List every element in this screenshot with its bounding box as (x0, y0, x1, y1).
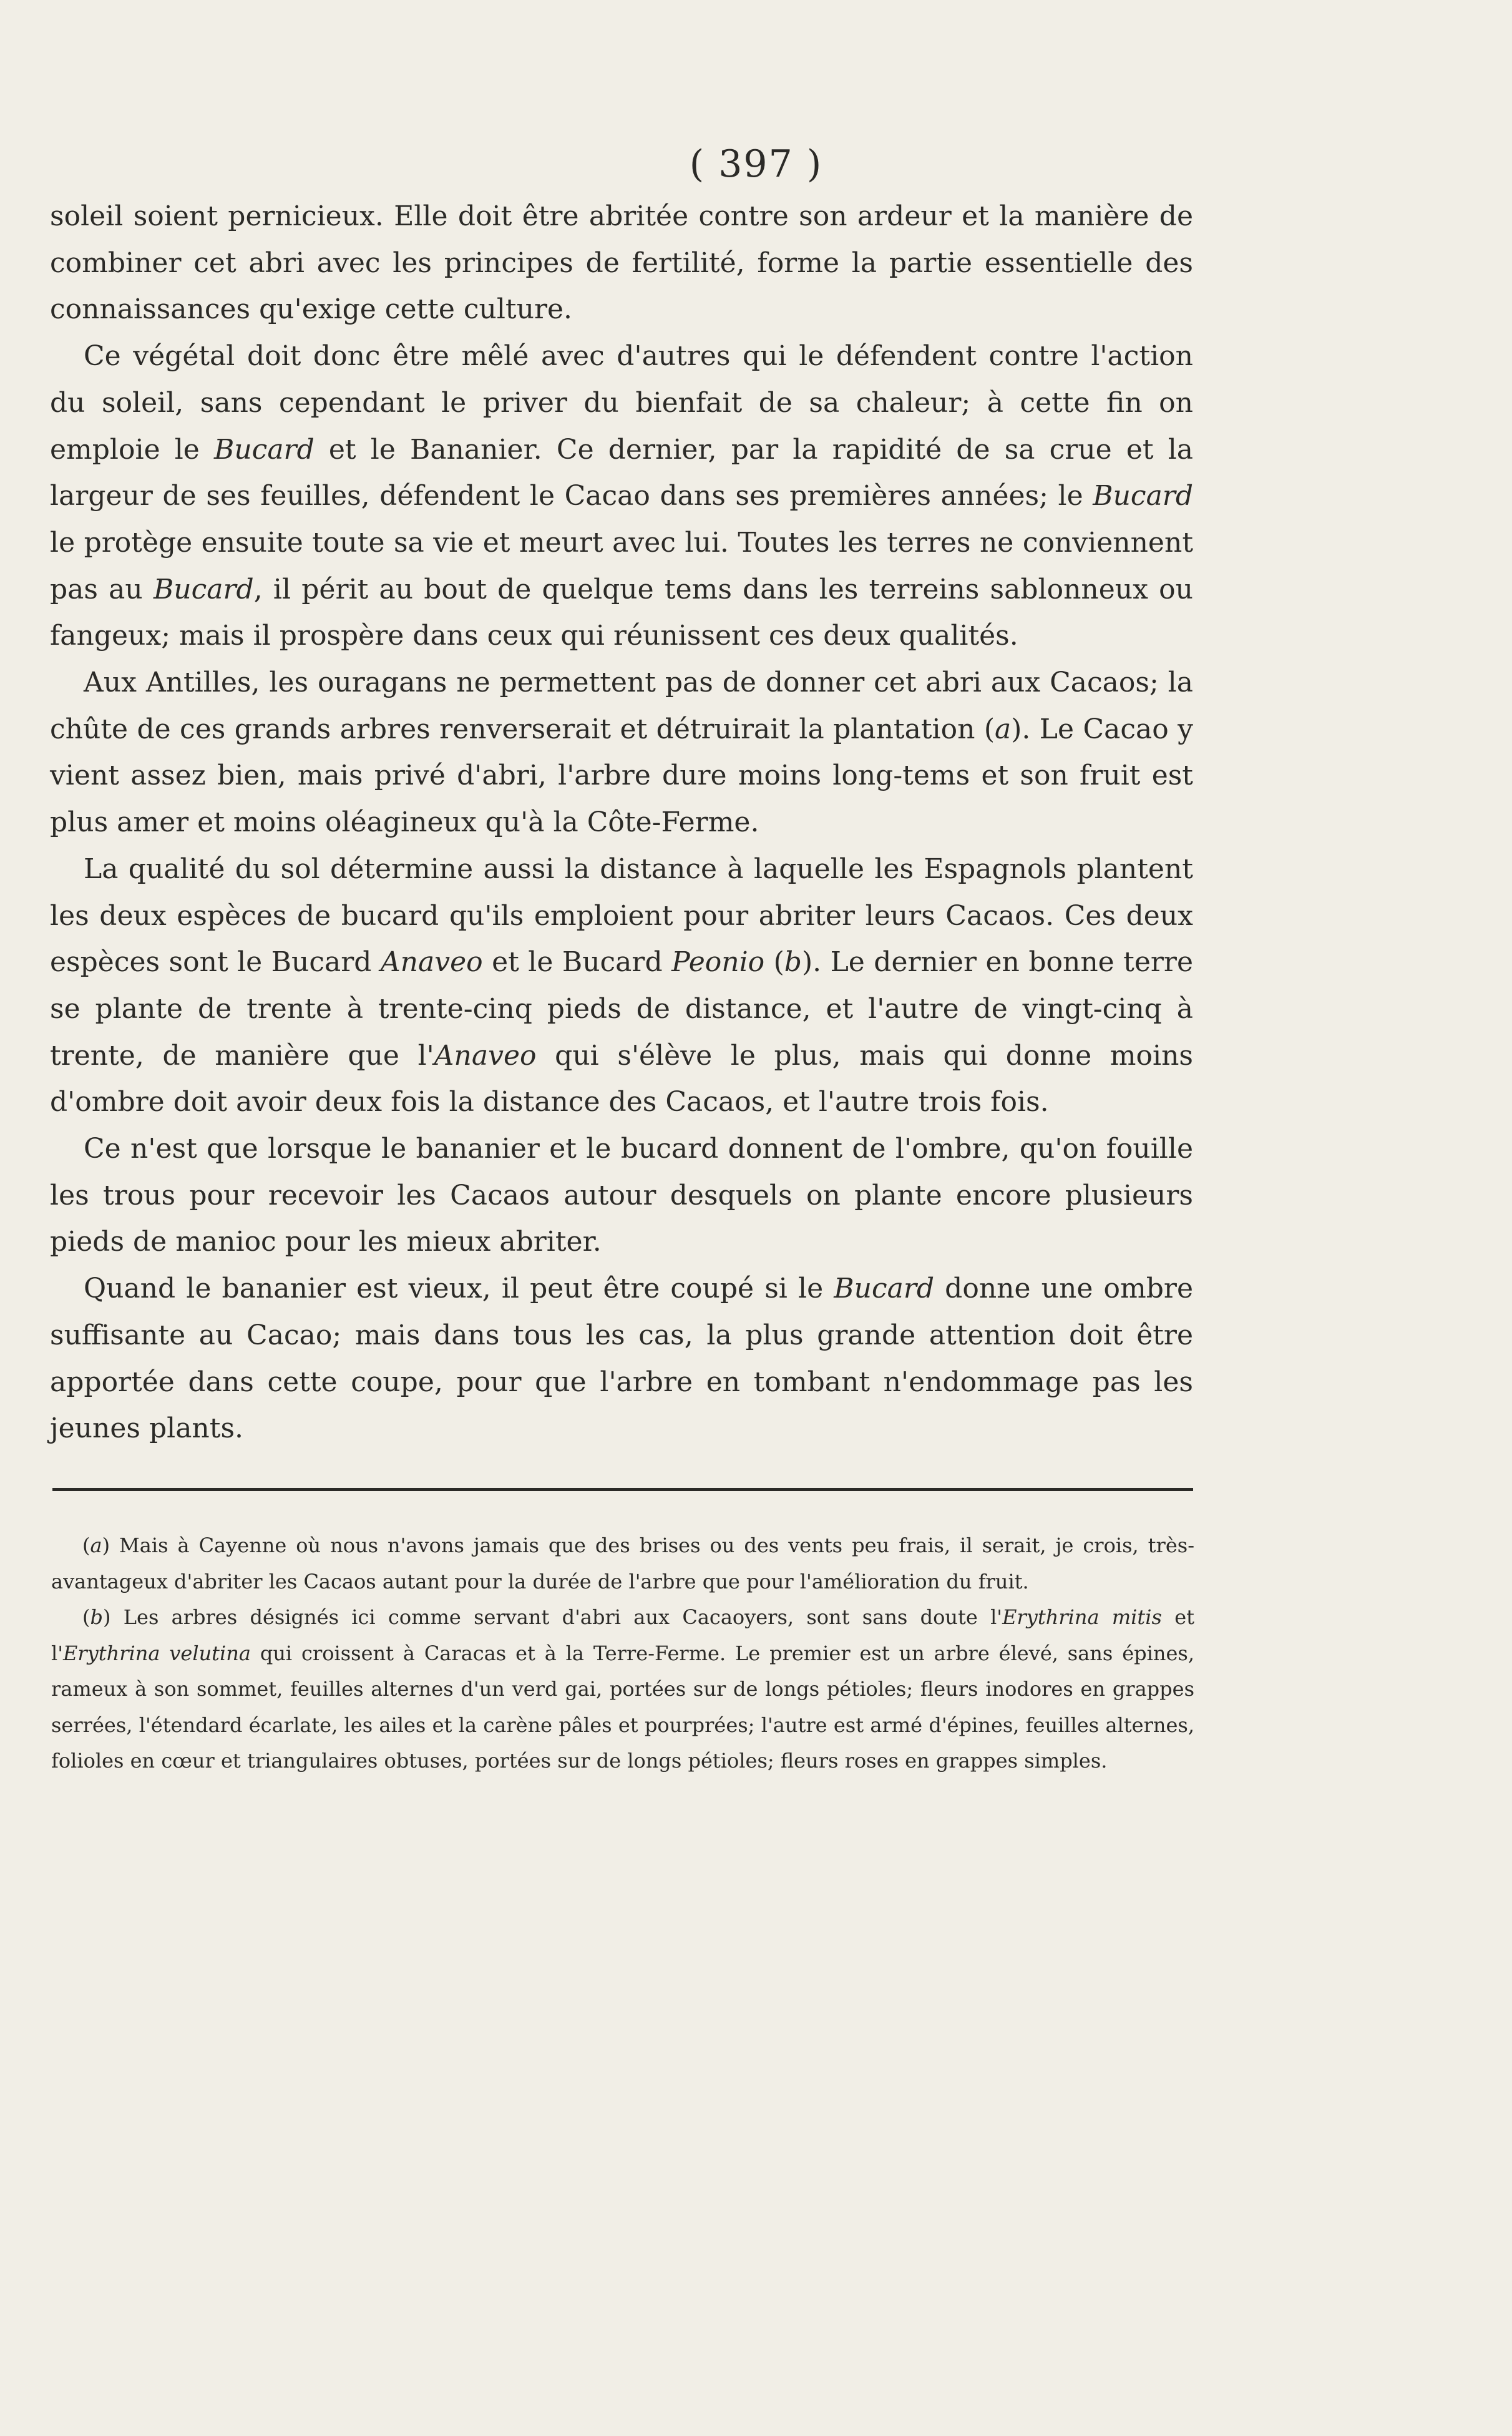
paragraph-3: Aux Antilles, les ouragans ne permettent pas de donner cet abri aux Cacaos; la chûte de ces grands arbres renverserait et détruirait la plantation (a). Le Cacao y vient assez bien, mais privé d'abri, l'arbre dure moins long-tems et son fruit est plus amer et moins oléagineux qu'à la Côte-Ferme. (50, 667, 1193, 839)
page-number: ( 397 ) (689, 142, 823, 186)
paragraph-6: Quand le bananier est vieux, il peut être coupé si le Bucard donne une ombre suffisante au Cacao; mais dans tous les cas, la plus grande attention doit être apportée dans cette coupe, pour que l'arbre en tombant n'endommage pas les jeunes plants. (50, 1273, 1193, 1445)
footnote-divider (52, 1488, 1193, 1491)
paragraph-2: Ce végétal doit donc être mêlé avec d'autres qui le défendent contre l'action du soleil, sans cependant le priver du bienfait de sa chaleur; à cette fin on emploie le Bucard et le Bananier. Ce dernier, par la rapidité de sa crue et la largeur de ses feuilles, défendent le Cacao dans ses premières années; le Bucard le protège ensuite toute sa vie et meurt avec lui. Toutes les terres ne conviennent pas au Bucard, il périt au bout de quelque tems dans les terreins sablonneux ou fangeux; mais il prospère dans ceux qui réunissent ces deux qualités. (50, 340, 1193, 652)
main-text (50, 193, 1193, 1452)
paragraph-1: soleil soient pernicieux. Elle doit être abritée contre son ardeur et la manière de combiner cet abri avec les principes de fertilité, forme la partie essentielle des connaissances qu'exige cette culture. (50, 200, 1193, 326)
paragraph-5: Ce n'est que lorsque le bananier et le bucard donnent de l'ombre, qu'on fouille les trous pour recevoir les Cacaos autour desquels on plante encore plusieurs pieds de manioc pour les mieux abriter. (50, 1133, 1193, 1258)
footnotes (51, 1528, 1194, 1779)
footnote-b: (b) Les arbres désignés ici comme servant d'abri aux Cacaoyers, sont sans doute l'Erythrina mitis et l'Erythrina velutina qui croissent à Caracas et à la Terre-Ferme. Le premier est un arbre élevé, sans épines, rameux à son sommet, feuilles alternes d'un verd gai, portées sur de longs pétioles; fleurs inodores en grappes serrées, l'étendard écarlate, les ailes et la carène pâles et pourprées; l'autre est armé d'épines, feuilles alternes, folioles en cœur et triangulaires obtuses, portées sur de longs pétioles; fleurs roses en grappes simples. (51, 1605, 1195, 1773)
paragraph-4: La qualité du sol détermine aussi la distance à laquelle les Espagnols plantent les deux espèces de bucard qu'ils emploient pour abriter leurs Cacaos. Ces deux espèces sont le Bucard Anaveo et le Bucard Peonio (b). Le dernier en bonne terre se plante de trente à trente-cinq pieds de distance, et l'autre de vingt-cinq à trente, de manière que l'Anaveo qui s'élève le plus, mais qui donne moins d'ombre doit avoir deux fois la distance des Cacaos, et l'autre trois fois. (50, 853, 1194, 1118)
footnote-ref-a: a (995, 713, 1012, 745)
footnote-ref-b: b (784, 946, 802, 979)
footnote-a: (a) Mais à Cayenne où nous n'avons jamais que des brises ou des vents peu frais, il serait, je crois, très-avantageux d'abriter les Cacaos autant pour la durée de l'arbre que pour l'amélioration du fruit. (51, 1534, 1195, 1593)
